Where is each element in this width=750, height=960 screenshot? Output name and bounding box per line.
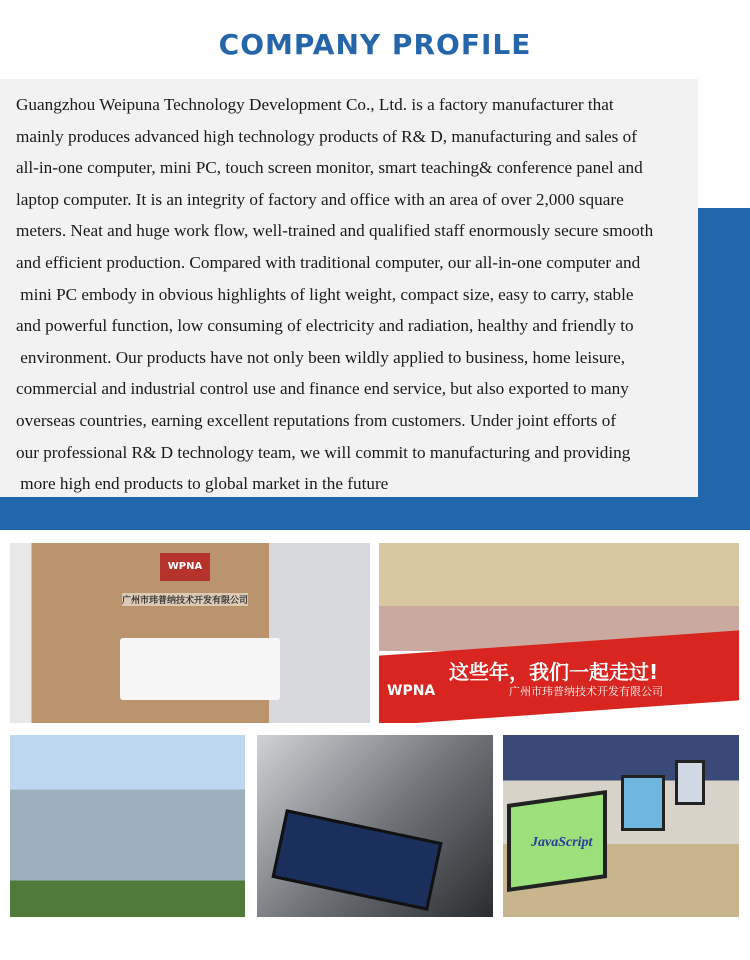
banner-company: 广州市玮普纳技术开发有限公司: [509, 685, 663, 698]
profile-line: Guangzhou Weipuna Technology Development Co., Ltd. is a factory manufacturer that: [16, 95, 614, 114]
profile-line: commercial and industrial control use and finance end service, but also exported to many: [16, 379, 629, 399]
reception-desk: [120, 638, 280, 700]
page-title: COMPANY PROFILE: [218, 28, 532, 61]
profile-line: overseas countries, earning excellent reputations from customers. Under joint efforts of: [16, 410, 617, 430]
accent-band-bottom: [0, 497, 750, 530]
accent-band-right: [698, 208, 750, 530]
profile-line: environment. Our products have not only been wildly applied to business, home leisure,: [16, 347, 626, 367]
production-line-photo: [257, 735, 493, 917]
profile-line: mainly produces advanced high technology products of R& D, manufacturing and sales of: [16, 126, 637, 146]
circuit-board: [271, 809, 442, 911]
monitor-screen: [621, 775, 665, 831]
reception-photo: [10, 543, 370, 723]
team-photo: [379, 543, 739, 723]
screen-text: JavaScript: [531, 835, 593, 850]
profile-line: mini PC embody in obvious highlights of light weight, compact size, easy to carry, stable: [16, 284, 634, 304]
profile-line: laptop computer. It is an integrity of factory and office with an area of over 2,000 square: [16, 189, 624, 209]
showroom-photo: [503, 735, 739, 917]
profile-line: all-in-one computer, mini PC, touch screen monitor, smart teaching& conference panel and: [16, 158, 643, 178]
factory-building-photo: [10, 735, 245, 917]
profile-line: and efficient production. Compared with traditional computer, our all-in-one computer and: [16, 252, 641, 272]
profile-line: more high end products to global market in the future: [16, 474, 389, 494]
company-logo: WPNA: [160, 553, 210, 581]
banner-logo: WPNA: [387, 683, 436, 699]
profile-line: meters. Neat and huge work flow, well-trained and qualified staff enormously secure smooth: [16, 221, 654, 241]
profile-line: our professional R& D technology team, we will commit to manufacturing and providing: [16, 442, 631, 462]
monitor-screen: [675, 760, 705, 805]
profile-line: and powerful function, low consuming of electricity and radiation, healthy and friendly to: [16, 316, 634, 336]
profile-text-box: [0, 79, 698, 497]
company-sign: 广州市玮普纳技术开发有限公司: [122, 593, 248, 606]
banner-slogan: 这些年，我们一起走过!: [449, 660, 659, 684]
